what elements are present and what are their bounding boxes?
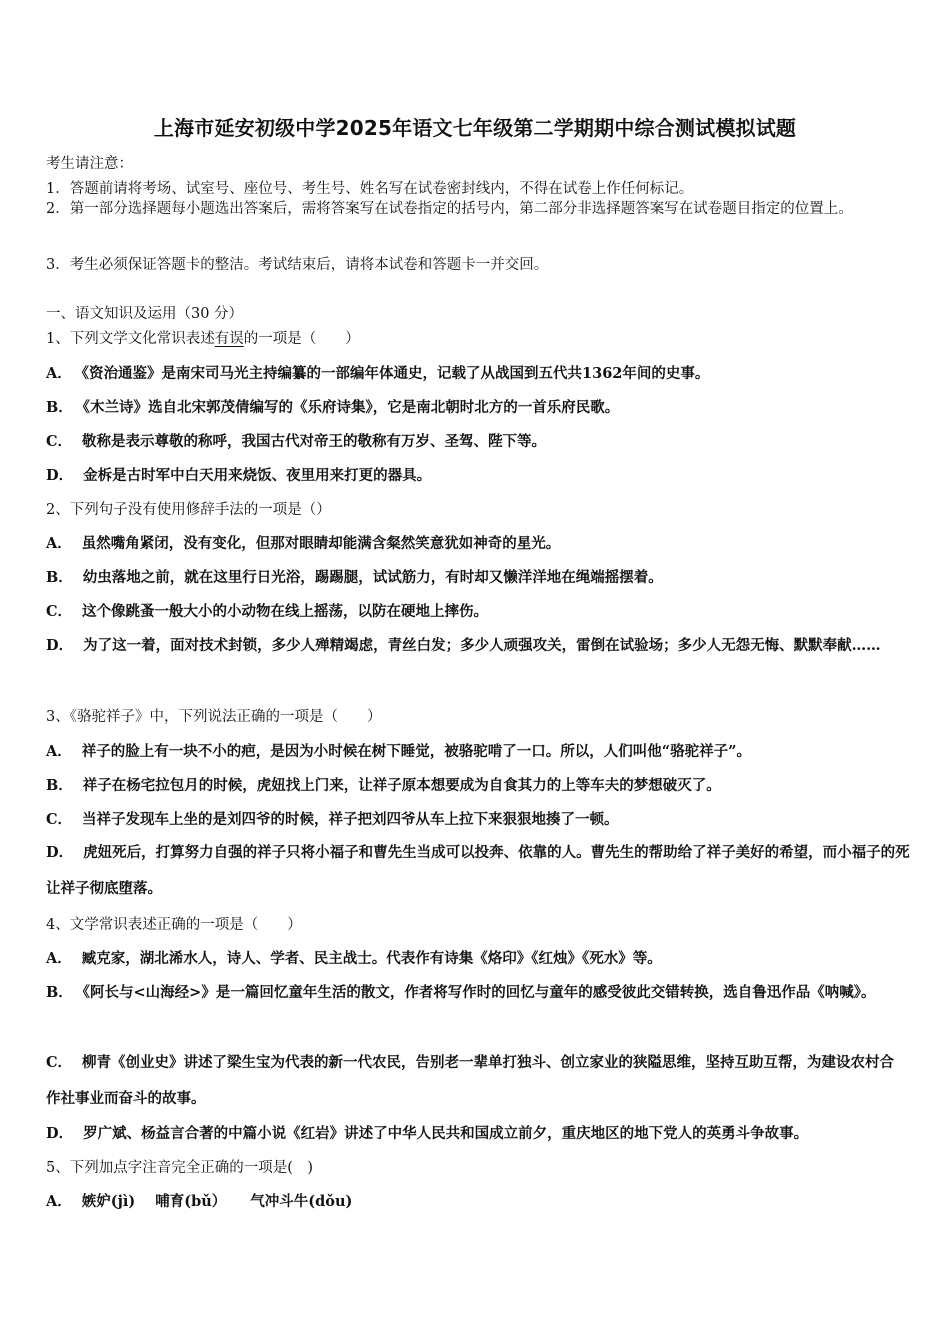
- question-1-stem-b: 的一项是（ ）: [243, 331, 360, 347]
- q1-option-a: A． 《资治通鉴》是南宋司马光主持编纂的一部编年体通史，记载了从战国到五代共1362年间的史事。: [46, 365, 710, 382]
- q5-option-a-item-1: 嫉妒(jì): [81, 1193, 136, 1210]
- q3-option-b: B． 祥子在杨宅拉包月的时候，虎妞找上门来，让祥子原本想要成为自食其力的上等车夫的梦想破灭了。: [46, 777, 721, 794]
- notice-item-3: 3．考生必须保证答题卡的整洁。考试结束后，请将本试卷和答题卡一并交回。: [46, 257, 549, 273]
- q1-option-d: D． 金柝是古时军中白天用来烧饭、夜里用来打更的器具。: [46, 467, 432, 484]
- notice-heading: 考生请注意：: [46, 156, 133, 172]
- notice-item-2: 2．第一部分选择题每小题选出答案后，需将答案写在试卷指定的括号内，第二部分非选择题答案写在试卷题目指定的位置上。: [46, 201, 853, 217]
- q2-option-d: D． 为了这一着，面对技术封锁，多少人殚精竭虑，青丝白发；多少人顽强攻关，雷倒在试验场；多少人无怨无悔、默默奉献……: [46, 637, 881, 654]
- section-heading: 一、语文知识及运用（30 分）: [46, 306, 244, 322]
- q5-option-a-item-2: 哺育(bǔ）: [155, 1193, 227, 1210]
- q2-option-b: B． 幼虫落地之前，就在这里行日光浴，踢踢腿，试试筋力，有时却又懒洋洋地在绳端摇摆着。: [46, 569, 663, 586]
- q3-option-c: C． 当祥子发现车上坐的是刘四爷的时候，祥子把刘四爷从车上拉下来狠狠地揍了一顿。: [46, 811, 619, 828]
- q2-option-a: A． 虽然嘴角紧闭，没有变化，但那对眼睛却能满含粲然笑意犹如神奇的星光。: [46, 535, 561, 552]
- q3-option-d: D． 虎妞死后，打算努力自强的祥子只将小福子和曹先生当成可以投奔、依靠的人。曹先生的帮助给了祥子美好的希望，而小福子的死让祥子彻底堕落。: [46, 844, 910, 897]
- q3-option-a: A． 祥子的脸上有一块不小的疤，是因为小时候在树下睡觉，被骆驼啃了一口。所以，人们叫他“骆驼祥子”。: [46, 743, 751, 760]
- question-4-stem: 4、文学常识表述正确的一项是（ ）: [46, 917, 302, 933]
- q4-option-c: C． 柳青《创业史》讲述了梁生宝为代表的新一代农民，告别老一辈单打独斗、创立家业的狭隘思维，坚持互助互帮，为建设农村合作社事业而奋斗的故事。: [46, 1054, 895, 1107]
- page-title: 上海市延安初级中学2025年语文七年级第二学期期中综合测试模拟试题: [153, 116, 797, 140]
- question-1-stem-underlined: 有误: [214, 331, 244, 347]
- question-1-stem-a: 1、下列文学文化常识表述: [46, 331, 215, 347]
- question-2-stem: 2、下列句子没有使用修辞手法的一项是（）: [46, 502, 331, 518]
- question-3-stem: 3、《骆驼祥子》中，下列说法正确的一项是（ ）: [46, 709, 382, 725]
- q4-option-a: A． 臧克家，湖北浠水人，诗人、学者、民主战士。代表作有诗集《烙印》《红烛》《死水》等。: [46, 950, 662, 967]
- q2-option-c: C． 这个像跳蚤一般大小的小动物在线上摇荡，以防在硬地上摔伤。: [46, 603, 489, 620]
- question-5-stem: 5、下列加点字注音完全正确的一项是( ): [46, 1160, 314, 1176]
- q5-option-a: A． 嫉妒(jì) 哺育(bǔ） 气冲斗牛(dǒu): [46, 1190, 352, 1211]
- q5-option-a-item-3: 气冲斗牛(dǒu): [250, 1193, 353, 1210]
- q4-option-b: B． 《阿长与<山海经>》是一篇回忆童年生活的散文，作者将写作时的回忆与童年的感受彼此交错转换，选自鲁迅作品《呐喊》。: [46, 984, 876, 1001]
- q1-option-c: C． 敬称是表示尊敬的称呼，我国古代对帝王的敬称有万岁、圣驾、陛下等。: [46, 433, 547, 450]
- notice-item-1: 1．答题前请将考场、试室号、座位号、考生号、姓名写在试卷密封线内，不得在试卷上作任何标记。: [46, 181, 694, 197]
- q1-option-b: B． 《木兰诗》选自北宋郭茂倩编写的《乐府诗集》，它是南北朝时北方的一首乐府民歌。: [46, 399, 620, 416]
- question-1-stem: [46, 327, 360, 348]
- q4-option-d: D． 罗广斌、杨益言合著的中篇小说《红岩》讲述了中华人民共和国成立前夕，重庆地区的地下党人的英勇斗争故事。: [46, 1125, 809, 1142]
